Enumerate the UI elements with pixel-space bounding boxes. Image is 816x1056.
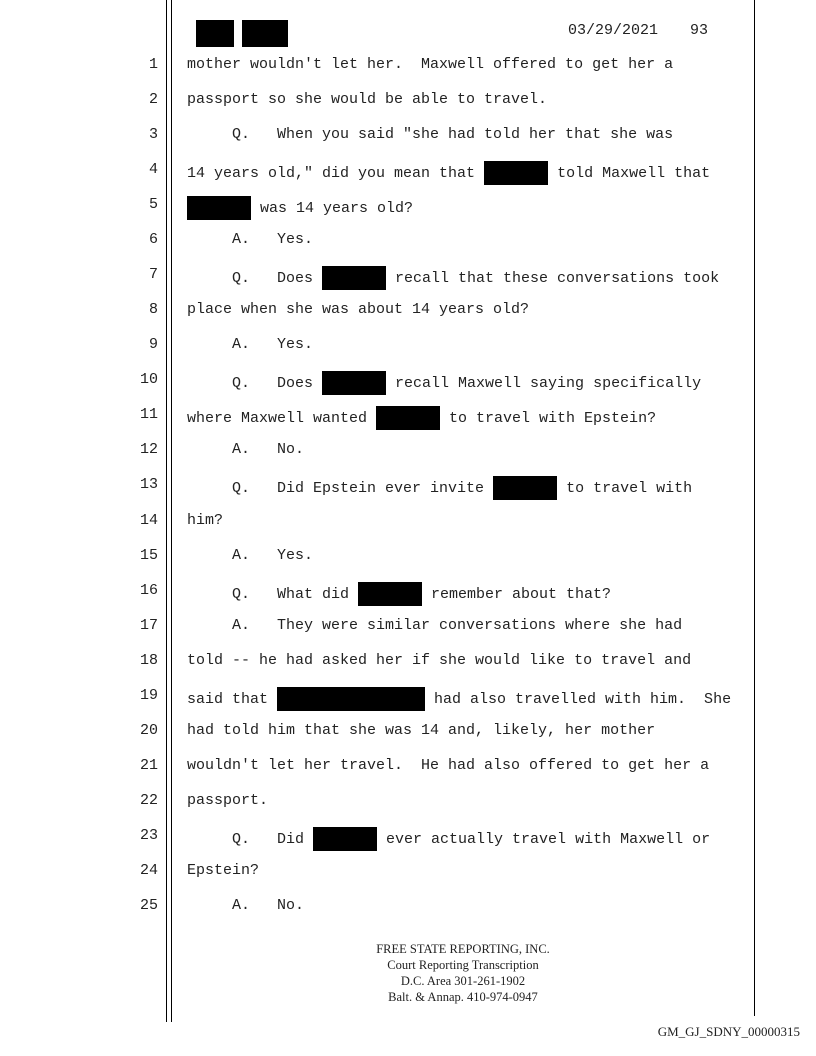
line-number: 25 [139,896,158,914]
redaction-block [358,582,422,606]
transcript-line [187,476,692,500]
line-number: 10 [139,371,158,389]
line-number: 6 [148,231,158,249]
transcript-line [187,722,655,739]
line-text-segment: A. Yes. [187,231,314,249]
line-number: 24 [139,861,158,879]
header-date: 03/29/2021 [568,22,659,39]
transcript-line [187,512,223,529]
line-number: 16 [139,581,158,599]
transcript-line [187,862,259,879]
transcript-line [187,441,304,458]
line-number: 3 [148,126,158,144]
transcript-line [187,617,682,634]
right-margin-rule [754,0,755,1016]
line-number: 14 [139,511,158,529]
redaction-block [484,161,548,185]
transcript-line [187,827,710,851]
redaction-block [187,196,251,220]
transcript-line [187,792,268,809]
line-text-segment: where Maxwell wanted [187,410,377,428]
line-number: 9 [148,336,158,354]
line-text-segment: A. No. [187,896,305,914]
line-text-segment: 14 years old," did you mean that [187,165,485,183]
line-text-segment: him? [187,511,224,529]
line-text-segment: place when she was about 14 years old? [187,301,530,319]
line-number: 18 [139,651,158,669]
line-text-segment: recall that these conversations took [386,270,720,288]
line-text-segment: passport. [187,791,269,809]
redaction-block [376,406,440,430]
line-text-segment: Q. Did Epstein ever invite [187,480,494,498]
reporter-footer [340,941,586,1005]
line-number: 4 [148,161,158,179]
line-text-segment: Q. When you said "she had told her that she was [187,126,674,144]
line-text-segment: mother wouldn't let her. Maxwell offered to get her a [187,56,674,73]
line-number: 12 [139,441,158,459]
line-text-segment: had also travelled with him. She [425,690,732,708]
redaction-block [313,827,377,851]
line-number: 7 [148,266,158,284]
line-number: 11 [139,406,158,424]
line-text-segment: told -- he had asked her if she would like to travel and [187,651,692,669]
transcript-line [187,301,529,318]
transcript-line [187,91,547,108]
header-redactions [196,20,296,47]
transcript-line [187,126,673,143]
line-text-segment: Q. Does [187,375,323,393]
transcript-line [187,582,611,606]
line-number: 19 [139,686,158,704]
line-text-segment: to travel with [557,480,693,498]
line-number: 22 [139,791,158,809]
redaction-block [196,20,234,47]
line-text-segment: was 14 years old? [251,200,414,218]
redaction-block [242,20,288,47]
line-number: 2 [148,91,158,109]
line-number: 21 [139,756,158,774]
left-margin-rule-2 [171,0,172,1022]
transcript-line [187,757,709,774]
line-number: 23 [139,826,158,844]
line-number: 15 [139,546,158,564]
transcript-line [187,196,413,220]
line-text-segment: A. Yes. [187,336,314,354]
footer-service: Court Reporting Transcription [387,958,539,972]
redaction-block [493,476,557,500]
line-text-segment: said that [187,690,278,708]
transcript-line [187,336,313,353]
line-text-segment: ever actually travel with Maxwell or [377,830,711,848]
page-number: 93 [690,22,709,39]
transcript-line [187,231,313,248]
transcript-line [187,897,304,914]
line-text-segment: recall Maxwell saying specifically [386,375,702,393]
line-text-segment: passport so she would be able to travel. [187,91,548,109]
line-text-segment: Q. Does [187,270,323,288]
line-text-segment: wouldn't let her travel. He had also offered to get her a [187,756,710,774]
line-text-segment: Q. What did [187,585,359,603]
line-number: 8 [148,301,158,319]
transcript-line [187,687,731,711]
footer-company: FREE STATE REPORTING, INC. [376,942,550,956]
redaction-block [277,687,425,711]
line-number: 1 [148,56,158,73]
line-text-segment: A. Yes. [187,546,314,564]
transcript-line [187,56,673,73]
line-text-segment: had told him that she was 14 and, likely, her mother [187,721,656,739]
line-text-segment: Q. Did [187,830,314,848]
footer-dc-phone: D.C. Area 301-261-1902 [400,974,526,988]
transcript-line [187,406,656,430]
line-text-segment: remember about that? [422,585,612,603]
line-text-segment: to travel with Epstein? [440,410,657,428]
line-number: 13 [139,476,158,494]
transcript-line [187,371,701,395]
bates-number: GM_GJ_SDNY_00000315 [657,1024,800,1039]
redaction-block [322,371,386,395]
transcript-line [187,547,313,564]
left-margin-rule-1 [166,0,167,1022]
transcript-line [187,161,710,185]
line-number: 20 [139,721,158,739]
footer-balt-phone: Balt. & Annap. 410-974-0947 [388,990,538,1004]
line-text-segment: A. No. [187,441,305,459]
line-number: 17 [139,616,158,634]
transcript-line [187,266,719,290]
line-text-segment: A. They were similar conversations where she had [187,616,683,634]
line-text-segment: told Maxwell that [548,165,711,183]
line-text-segment: Epstein? [187,861,260,879]
transcript-line [187,652,691,669]
line-number: 5 [148,196,158,214]
redaction-block [322,266,386,290]
